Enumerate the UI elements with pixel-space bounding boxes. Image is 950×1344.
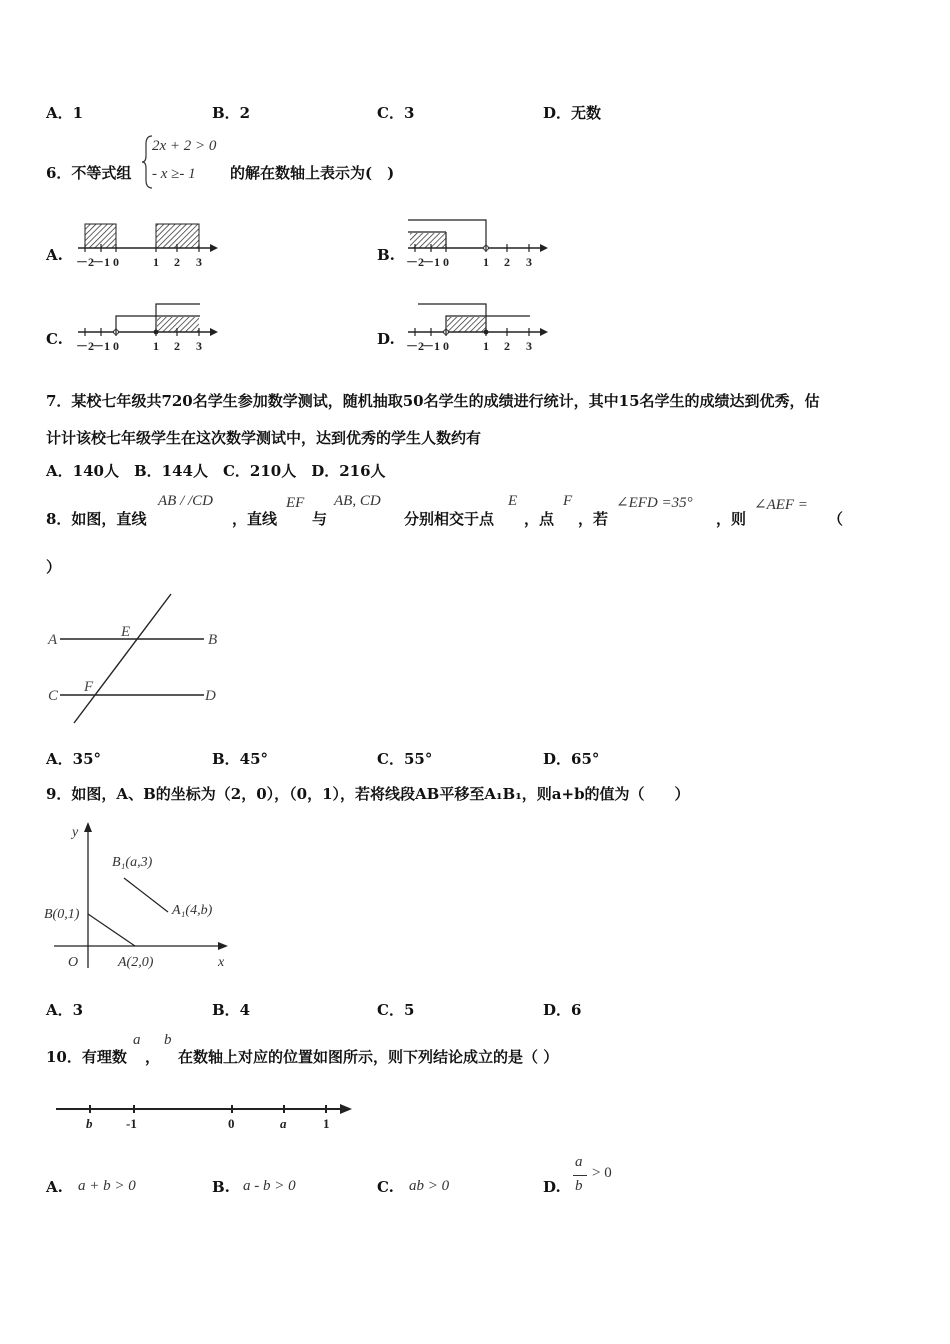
q5-option-b[interactable]: B．2: [212, 104, 251, 122]
q6-prefix: 6．不等式组: [46, 164, 132, 182]
segment-ab: [88, 914, 135, 946]
q8-option-b[interactable]: B．45°: [212, 750, 269, 768]
q5-option-d[interactable]: D．无数: [543, 104, 602, 122]
label-origin: O: [68, 955, 79, 970]
q6-option-c-label[interactable]: C.: [46, 330, 63, 348]
q8-m5: F: [563, 493, 573, 509]
label-b: B(0,1): [44, 907, 80, 922]
tick-label: 3: [196, 339, 202, 353]
q6-suffix: 的解在数轴上表示为( ): [230, 164, 395, 182]
q10-m2: b: [164, 1032, 172, 1048]
tick-neg1: -1: [126, 1116, 137, 1131]
q6-option-d-numberline[interactable]: [400, 294, 550, 356]
label-a: A: [48, 632, 58, 648]
frac-rest: > 0: [592, 1165, 612, 1181]
label-e: E: [121, 624, 131, 640]
label-x: x: [218, 955, 225, 970]
frac-denominator: b: [575, 1178, 583, 1194]
q8-m7: ∠AEF =: [754, 497, 808, 513]
q10-option-a-label[interactable]: A.: [46, 1178, 63, 1196]
tick-label: 2: [504, 255, 510, 269]
tick-label: 1: [483, 339, 489, 353]
tick-label: 2: [174, 255, 180, 269]
tick-label: －2: [405, 255, 425, 269]
tick-label: 2: [174, 339, 180, 353]
q5-option-a[interactable]: A．1: [46, 104, 84, 122]
q8-option-c[interactable]: C．55°: [377, 750, 433, 768]
tick-label: 0: [113, 339, 119, 353]
label-a1: A₁(4,b): [172, 903, 213, 918]
tick-label: －1: [421, 339, 441, 353]
tick-label: －2: [75, 339, 95, 353]
q10-t2: 在数轴上对应的位置如图所示，则下列结论成立的是（ ）: [178, 1048, 559, 1066]
q8-t2: ，直线: [232, 510, 278, 528]
q6-option-a-label[interactable]: A.: [46, 246, 63, 264]
q9-text: 9．如图，A、B的坐标为（2，0），（0，1），若将线段AB平移至A₁B₁，则a+b的值为（ ）: [46, 785, 690, 803]
q10-option-d-label[interactable]: D.: [543, 1178, 561, 1196]
tick-label: －2: [75, 255, 95, 269]
q9-option-a[interactable]: A．3: [46, 1001, 84, 1019]
q8-t5: ，点: [524, 510, 555, 528]
tick-label: －1: [91, 339, 111, 353]
q7-options[interactable]: A．140人 B．144人 C．210人 D．216人: [46, 462, 386, 480]
tick-label: 3: [526, 339, 532, 353]
q6-ineq-line2: - x ≥- 1: [152, 166, 196, 182]
q6-ineq-line1: 2x + 2 > 0: [152, 138, 217, 154]
q8-t1: 8．如图，直线: [46, 510, 147, 528]
q10-numberline: [50, 1096, 360, 1136]
tick-label: 3: [526, 255, 532, 269]
q9-option-c[interactable]: C．5: [377, 1001, 415, 1019]
q10-m1: a: [133, 1032, 141, 1048]
q6-option-b-numberline[interactable]: [400, 210, 550, 272]
tick-b: b: [86, 1116, 93, 1131]
segment-a1b1: [124, 878, 168, 912]
label-f: F: [84, 679, 94, 695]
q8-t3: 与: [312, 510, 328, 528]
q8-m4: E: [508, 493, 518, 509]
line-ef: [74, 594, 171, 723]
label-b: B: [208, 632, 218, 648]
label-c: C: [48, 688, 59, 704]
q6-option-c-numberline[interactable]: [70, 294, 220, 356]
q8-t7: ，则: [716, 510, 747, 528]
q10-option-b-expr[interactable]: a - b > 0: [243, 1178, 296, 1194]
q10-option-a-expr[interactable]: a + b > 0: [78, 1178, 136, 1194]
q9-figure: [40, 818, 240, 978]
label-d: D: [205, 688, 216, 704]
q6-option-a-numberline[interactable]: [70, 210, 220, 272]
tick-label: －2: [405, 339, 425, 353]
q8-t4: 分别相交于点: [404, 510, 495, 528]
q5-option-c[interactable]: C．3: [377, 104, 415, 122]
tick-label: 3: [196, 255, 202, 269]
q10-t1: 10．有理数: [46, 1048, 127, 1066]
q8-m2: EF: [286, 495, 305, 511]
q10-option-b-label[interactable]: B.: [212, 1178, 230, 1196]
q8-option-a[interactable]: A．35°: [46, 750, 102, 768]
q7-line1: 7．某校七年级共720名学生参加数学测试，随机抽取50名学生的成绩进行统计，其中15名学生的成绩达到优秀，估: [46, 392, 820, 410]
tick-label: 2: [504, 339, 510, 353]
tick-one: 1: [323, 1116, 330, 1131]
q6-option-d-label[interactable]: D.: [377, 330, 395, 348]
tick-label: 1: [153, 255, 159, 269]
label-y: y: [72, 825, 79, 840]
q8-t6: ，若: [578, 510, 609, 528]
q8-close-paren: ）: [46, 558, 62, 576]
label-b1: B₁(a,3): [112, 855, 153, 870]
tick-label: 1: [153, 339, 159, 353]
q6-option-b-label[interactable]: B.: [377, 246, 395, 264]
tick-label: 0: [113, 255, 119, 269]
q10-option-c-expr[interactable]: ab > 0: [409, 1178, 450, 1194]
q10-option-c-label[interactable]: C.: [377, 1178, 394, 1196]
q9-option-b[interactable]: B．4: [212, 1001, 251, 1019]
tick-label: 0: [443, 339, 449, 353]
tick-label: 1: [483, 255, 489, 269]
q8-m3: AB, CD: [334, 493, 381, 509]
tick-label: 0: [443, 255, 449, 269]
label-a: A(2,0): [118, 955, 154, 970]
q8-option-d[interactable]: D．65°: [543, 750, 600, 768]
q7-line2: 计计该校七年级学生在这次数学测试中，达到优秀的学生人数约有: [46, 429, 482, 447]
q9-option-d[interactable]: D．6: [543, 1001, 582, 1019]
tick-label: －1: [91, 255, 111, 269]
tick-label: －1: [421, 255, 441, 269]
q8-t8: （: [828, 510, 844, 528]
q10-sep: ，: [145, 1048, 161, 1066]
frac-bar: [573, 1175, 587, 1176]
q8-m1: AB / /CD: [158, 493, 213, 509]
tick-zero: 0: [228, 1116, 235, 1131]
tick-a: a: [280, 1116, 287, 1131]
frac-numerator: a: [575, 1154, 583, 1170]
q8-figure: [44, 592, 234, 727]
q8-m6: ∠EFD =35°: [616, 495, 693, 511]
